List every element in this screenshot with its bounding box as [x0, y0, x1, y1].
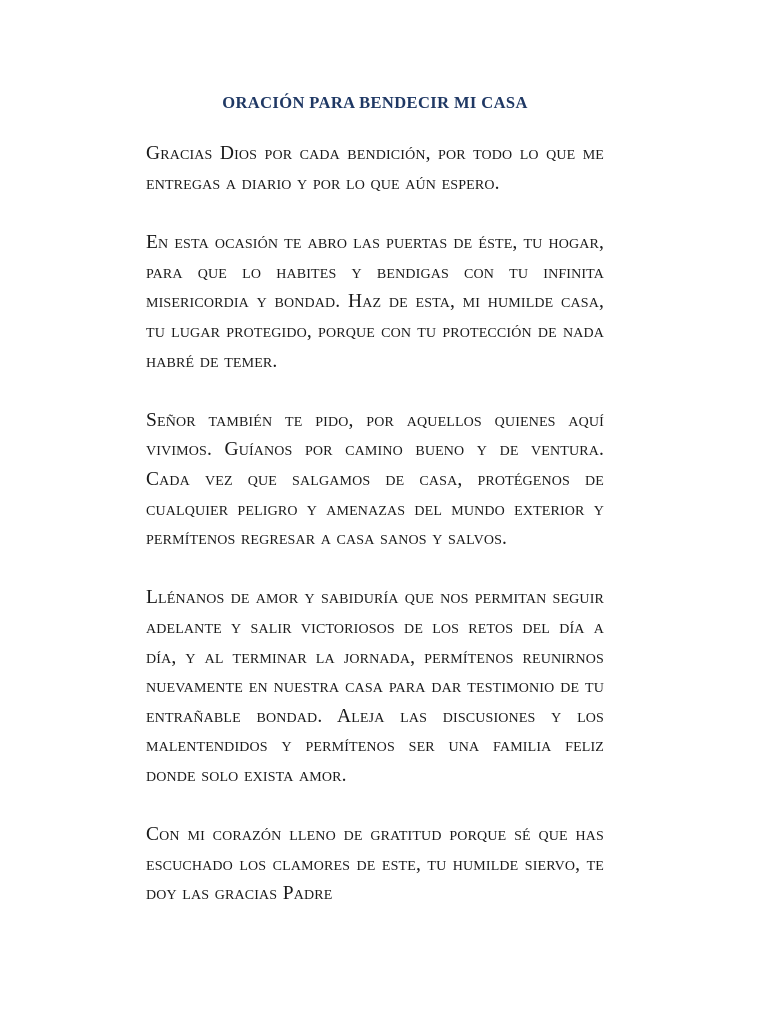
paragraph-5: Con mi corazón lleno de gratitud porque sé que has escuchado los clamores de este, tu humilde siervo, te doy las gracias Padre — [146, 824, 604, 905]
paragraph-4: Llénanos de amor y sabiduría que nos permitan seguir adelante y salir victoriosos de los retos del día a día, y al terminar la jornada, permítenos reunirnos nuevamente en nuestra casa para dar testimonio de tu entrañable bondad. Aleja las discusiones y los malentendidos y permítenos ser una familia feliz donde solo exista amor. — [146, 587, 604, 786]
paragraph-3: Señor también te pido, por aquellos quienes aquí vivimos. Guíanos por camino bueno y de ventura. Cada vez que salgamos de casa, protégenos de cualquier peligro y amenazas del mundo exterior y permítenos regresar a casa sanos y salvos. — [146, 409, 604, 550]
document-body — [146, 92, 604, 909]
paragraph-1: Gracias Dios por cada bendición, por todo lo que me entregas a diario y por lo que aún espero. — [146, 143, 604, 195]
paragraph-2: En esta ocasión te abro las puertas de éste, tu hogar, para que lo habites y bendigas con tu infinita misericordia y bondad. Haz de esta, mi humilde casa, tu lugar protegido, porque con tu protección de nada habré de temer. — [146, 232, 604, 372]
page-title: ORACIÓN PARA BENDECIR MI CASA — [222, 93, 528, 112]
